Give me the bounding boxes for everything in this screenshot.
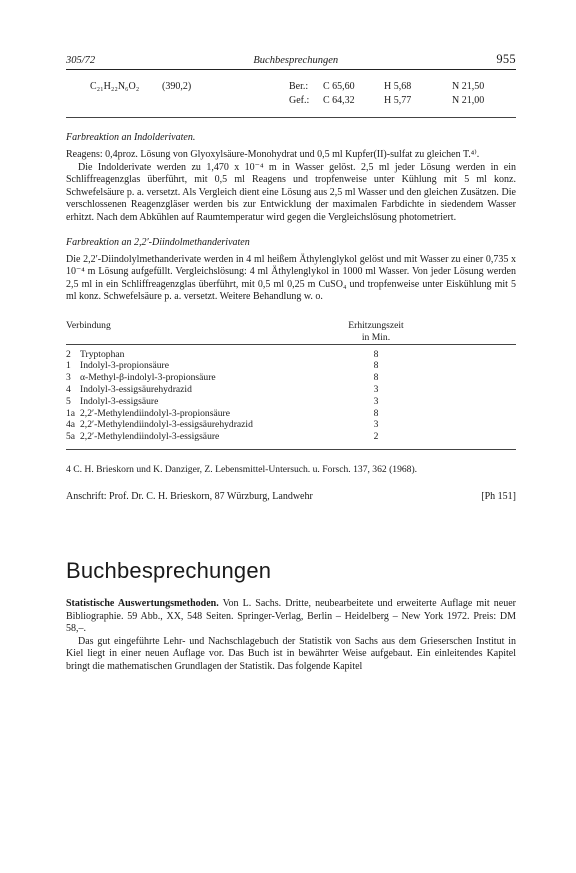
- calc-label: Ber.:: [289, 81, 309, 92]
- row-number: 1a: [66, 407, 76, 419]
- found-c: C 64,32: [323, 95, 355, 106]
- calc-h: H 5,68: [384, 81, 412, 92]
- journal-issue: 305/72: [66, 55, 96, 66]
- header-rule: [66, 69, 516, 70]
- footnote: 4 C. H. Brieskorn und K. Danziger, Z. Lebensmittel-Untersuch. u. Forsch. 137, 362 (1968).: [66, 463, 418, 475]
- reagent-paragraph: Reagens: 0,4proz. Lösung von Glyoxylsäure-Monohydrat und 0,5 ml Kupfer(II)-sulfat zu gleichen T.⁴⁾.: [66, 149, 480, 160]
- row-number: 4: [66, 383, 71, 395]
- header-erhitzungszeit: [316, 320, 436, 344]
- section-title-diindol: Farbreaktion an 2,2′-Diindolmethanderivaten: [66, 236, 250, 248]
- page: [66, 52, 516, 673]
- row-number: 1: [66, 360, 71, 372]
- procedure-paragraph: Die Indolderivate werden zu 1,470 x 10⁻⁴ m in Wasser gelöst. 2,5 ml jeder Lösung werden in ein Schliffreagenzglas überführt, mit 0,5 ml Reagens und tropfenweise unter Kühlung mit 5 ml konz. Schwefelsäure p. a. versetzt. Als Vergleich dient eine Lösung aus 2,5 ml Wasser und den gleichen Zusätzen. Die verschlossenen Reagenzgläser werden bis zur Entwicklung der maximalen Farbdichte in siedendem Wasser erhitzt. Nach dem Abkühlen auf Raumtemperatur wird gegen die Vergleichslösung photometriert.: [66, 161, 516, 223]
- running-header: [66, 52, 516, 67]
- analysis-rule: [66, 117, 516, 118]
- row-compound: Indolyl-3-essigsäurehydrazid: [80, 383, 192, 395]
- row-heating-time: 3: [373, 395, 379, 407]
- calc-n: N 21,50: [452, 81, 485, 92]
- table-row: [66, 349, 516, 361]
- row-number: 5a: [66, 431, 76, 443]
- header-verbindung: Verbindung: [66, 319, 111, 331]
- row-compound: Tryptophan: [80, 348, 125, 360]
- row-heating-time: 8: [373, 348, 379, 360]
- review-book-details: Von L. Sachs. Dritte, neubearbeitete und erweiterte Auflage mit neuer Bibliographie. 59 Abb., XX, 548 Seiten. Springer-Verlag, Berlin – Heidelberg – New York 1972. Preis: DM 58,–.: [66, 597, 516, 635]
- row-number: 4a: [66, 419, 76, 431]
- molar-mass: (390,2): [162, 81, 192, 92]
- table-bottom-rule: [66, 449, 516, 450]
- table-row: [66, 360, 516, 372]
- row-heating-time: 8: [373, 360, 379, 372]
- row-number: 2: [66, 348, 71, 360]
- row-number: 5: [66, 395, 71, 407]
- row-compound: Indolyl-3-essigsäure: [80, 395, 159, 407]
- book-review: [66, 598, 516, 674]
- table-row: [66, 431, 516, 443]
- section-body-diindol: Die 2,2′-Diindolylmethanderivate werden in 4 ml heißem Äthylenglykol gelöst und mit Wasser zu einer 0,735 x 10⁻⁴ m Lösung aufgefüllt. Vergleichslösung: 4 ml Äthylenglykol in 1000 ml Wasser. Von jeder Lösung werden 2,5 ml in ein Schliffreagenzglas überführt, mit 0,5 ml 0,25 m CuSO₄ und tropfenweise unter Eiskühlung mit 5 ml konz. Schwefelsäure p. a. versetzt. Weitere Behandlung w. o.: [66, 253, 516, 303]
- row-number: 3: [66, 372, 71, 384]
- found-n: N 21,00: [452, 95, 485, 106]
- row-compound: 2,2′-Methylendiindolyl-3-essigsäurehydrazid: [80, 419, 253, 431]
- row-heating-time: 3: [373, 383, 379, 395]
- running-title: Buchbesprechungen: [253, 55, 339, 66]
- row-compound: α-Methyl-β-indolyl-3-propionsäure: [80, 372, 216, 384]
- header-time-line2: in Min.: [361, 331, 391, 343]
- reviews-heading: Buchbesprechungen: [66, 557, 272, 583]
- calc-c: C 65,60: [323, 81, 355, 92]
- header-time-line1: Erhitzungszeit: [348, 319, 404, 331]
- heating-time-table: [66, 320, 516, 443]
- manuscript-ref: [Ph 151]: [481, 490, 516, 502]
- address-text: Anschrift: Prof. Dr. C. H. Brieskorn, 87 Würzburg, Landwehr: [66, 490, 313, 502]
- section-body-indol: [66, 149, 516, 225]
- found-label: Gef.:: [289, 95, 310, 106]
- page-number: 955: [496, 52, 516, 66]
- row-compound: Indolyl-3-propionsäure: [80, 360, 169, 372]
- found-h: H 5,77: [384, 95, 412, 106]
- section-title-indol: Farbreaktion an Indolderivaten.: [66, 132, 196, 143]
- elemental-analysis: [66, 81, 516, 111]
- table-row: [66, 396, 516, 408]
- row-heating-time: 8: [373, 372, 379, 384]
- row-compound: 2,2′-Methylendiindolyl-3-essigsäure: [80, 431, 220, 443]
- row-heating-time: 8: [373, 407, 379, 419]
- row-heating-time: 3: [373, 419, 379, 431]
- table-header: [66, 320, 516, 344]
- table-row: [66, 384, 516, 396]
- review-body: Das gut eingeführte Lehr- und Nachschlagebuch der Statistik von Sachs aus dem Grieserschen Institut in Kiel liegt in einer neuen Auflage vor. Das Buch ist in bewährter Weise aufgebaut. Ein einleitendes Kapitel bringt die mathematischen Grundlagen der Statistik. Das folgende Kapitel: [66, 635, 516, 672]
- row-heating-time: 2: [373, 431, 379, 443]
- table-row: [66, 419, 516, 431]
- row-compound: 2,2′-Methylendiindolyl-3-propionsäure: [80, 407, 230, 419]
- review-book-title: Statistische Auswertungsmethoden.: [66, 597, 219, 609]
- author-address: [66, 491, 516, 502]
- compound-formula: C₂₁H₂₂N₆O₂: [90, 81, 140, 92]
- table-row: [66, 408, 516, 420]
- table-row: [66, 372, 516, 384]
